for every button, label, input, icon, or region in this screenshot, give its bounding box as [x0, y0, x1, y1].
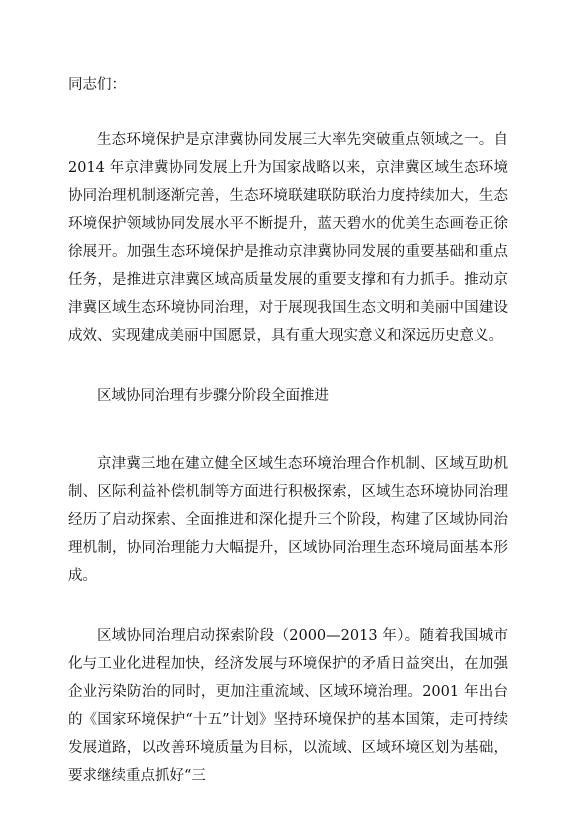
salutation: 同志们： [68, 77, 126, 93]
intro-paragraph: 生态环境保护是京津冀协同发展三大率先突破重点领域之一。自 2014 年京津冀协同发展上升为国家战略以来，京津冀区域生态环境协同治理机制逐渐完善，生态环境联建联防联治力度持续加大，生态环境保护领域协同发展水平不断提升，蓝天碧水的优美生态画卷正徐徐展开。加强生态环境保护是推动京津冀协同发展的重要基础和重点任务，是推进京津冀区域高质量发展的重要支撑和有力抓手。推动京津冀区域生态环境协同治理，对于展现我国生态文明和美丽中国建设成效、实现建成美丽中国愿景，具有重大现实意义和深远历史意义。 [68, 132, 508, 344]
section-heading: 区域协同治理有步骤分阶段全面推进 [97, 388, 329, 404]
body-paragraph: 区域协同治理启动探索阶段（2000—2013 年）。随着我国城市化与工业化进程加快，经济发展与环境保护的矛盾日益突出，在加强企业污染防治的同时，更加注重流域、区域环境治理。2001 年出台的《国家环境保护“十五”计划》坚持环境保护的基本国策，走可持续发展道路，以改善环境质量为目标，以流域、区域环境区划为基础，要求继续重点抓好“三 [68, 628, 508, 784]
body-paragraph: 京津冀三地在建立健全区域生态环境治理合作机制、区域互助机制、区际利益补偿机制等方面进行积极探索，区域生态环境协同治理经历了启动探索、全面推进和深化提升三个阶段，构建了区域协同治理机制，协同治理能力大幅提升，区域协同治理生态环境局面基本形成。 [68, 456, 508, 584]
